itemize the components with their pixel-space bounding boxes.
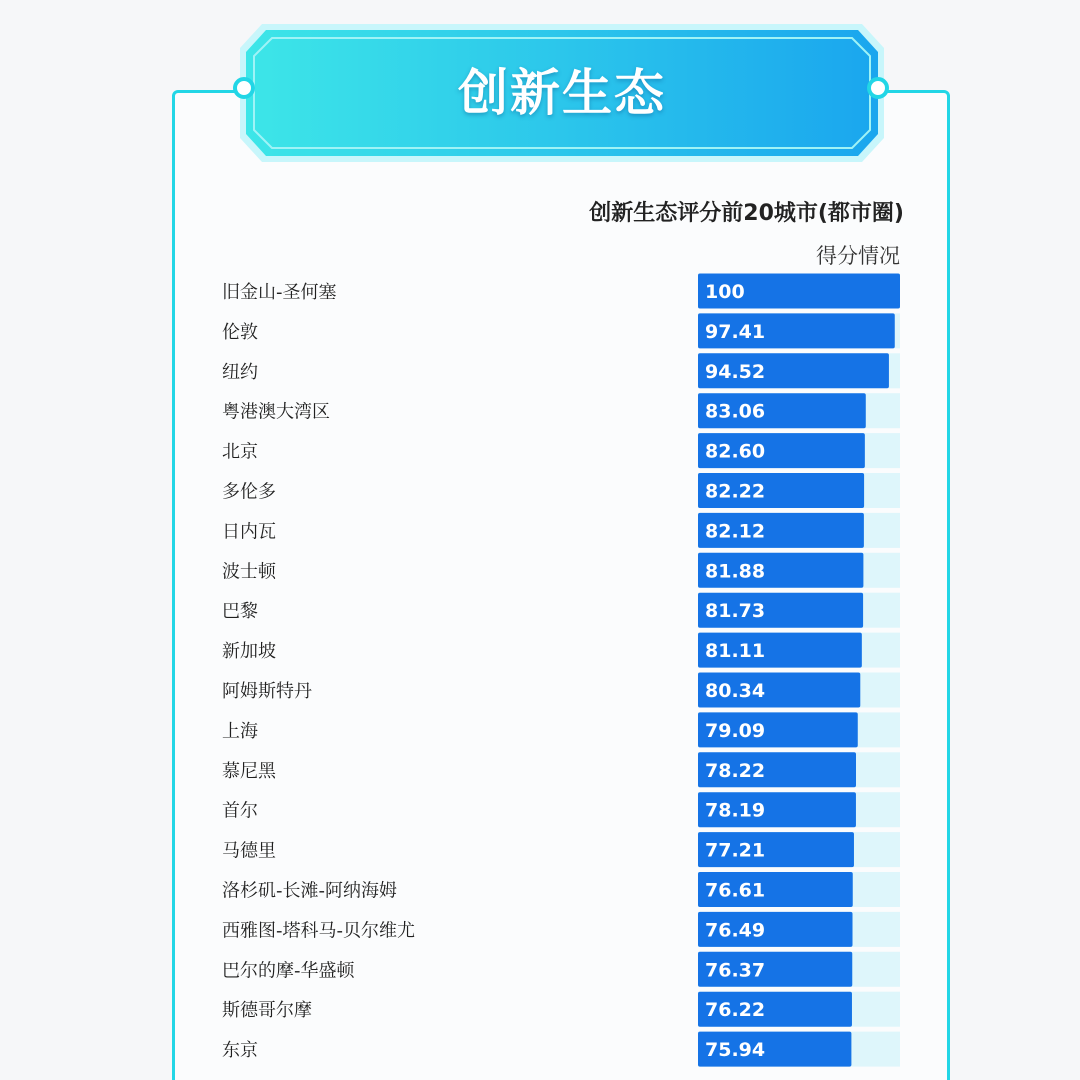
value-label: 76.22 (705, 999, 766, 1022)
category-label: 旧金山-圣何塞 (222, 282, 337, 303)
value-label: 100 (705, 281, 745, 303)
value-label: 80.34 (705, 680, 766, 702)
value-label: 76.37 (705, 959, 766, 982)
value-label: 81.73 (705, 600, 766, 623)
category-label: 多伦多 (222, 481, 276, 503)
category-label: 伦敦 (222, 321, 258, 343)
value-label: 81.11 (705, 640, 766, 663)
value-label: 77.21 (705, 839, 766, 862)
value-label: 82.22 (705, 480, 766, 503)
category-label: 纽约 (222, 361, 258, 383)
value-label: 78.19 (705, 799, 766, 822)
category-label: 上海 (222, 720, 258, 742)
value-label: 76.49 (705, 919, 766, 942)
value-label: 81.88 (705, 560, 766, 583)
chart-subtitle: 得分情况 (816, 244, 900, 268)
category-label: 斯德哥尔摩 (222, 1000, 312, 1022)
value-label: 78.22 (705, 759, 766, 782)
category-label: 巴黎 (222, 601, 258, 623)
category-label: 阿姆斯特丹 (222, 681, 312, 702)
value-label: 76.61 (705, 879, 766, 902)
value-label: 83.06 (705, 400, 766, 423)
category-label: 马德里 (222, 840, 276, 862)
category-label: 慕尼黑 (222, 760, 276, 782)
category-label: 西雅图-塔科马-贝尔维尤 (222, 920, 415, 942)
value-label: 94.52 (705, 360, 766, 383)
category-label: 粤港澳大湾区 (222, 401, 330, 423)
category-label: 日内瓦 (222, 521, 276, 543)
value-label: 79.09 (705, 719, 766, 742)
chart-title: 创新生态评分前20城市(都市圈) (589, 201, 904, 226)
category-label: 洛杉矶-长滩-阿纳海姆 (222, 880, 397, 902)
value-label: 82.12 (705, 520, 766, 543)
category-label: 首尔 (222, 800, 258, 822)
category-label: 北京 (222, 441, 258, 463)
banner-title: 创新生态 (458, 64, 666, 122)
value-label: 82.60 (705, 440, 766, 463)
value-label: 97.41 (705, 320, 766, 343)
category-label: 波士顿 (222, 561, 276, 583)
category-label: 新加坡 (222, 641, 276, 663)
category-label: 巴尔的摩-华盛顿 (222, 960, 355, 982)
value-label: 75.94 (705, 1039, 766, 1062)
category-label: 东京 (222, 1040, 258, 1062)
